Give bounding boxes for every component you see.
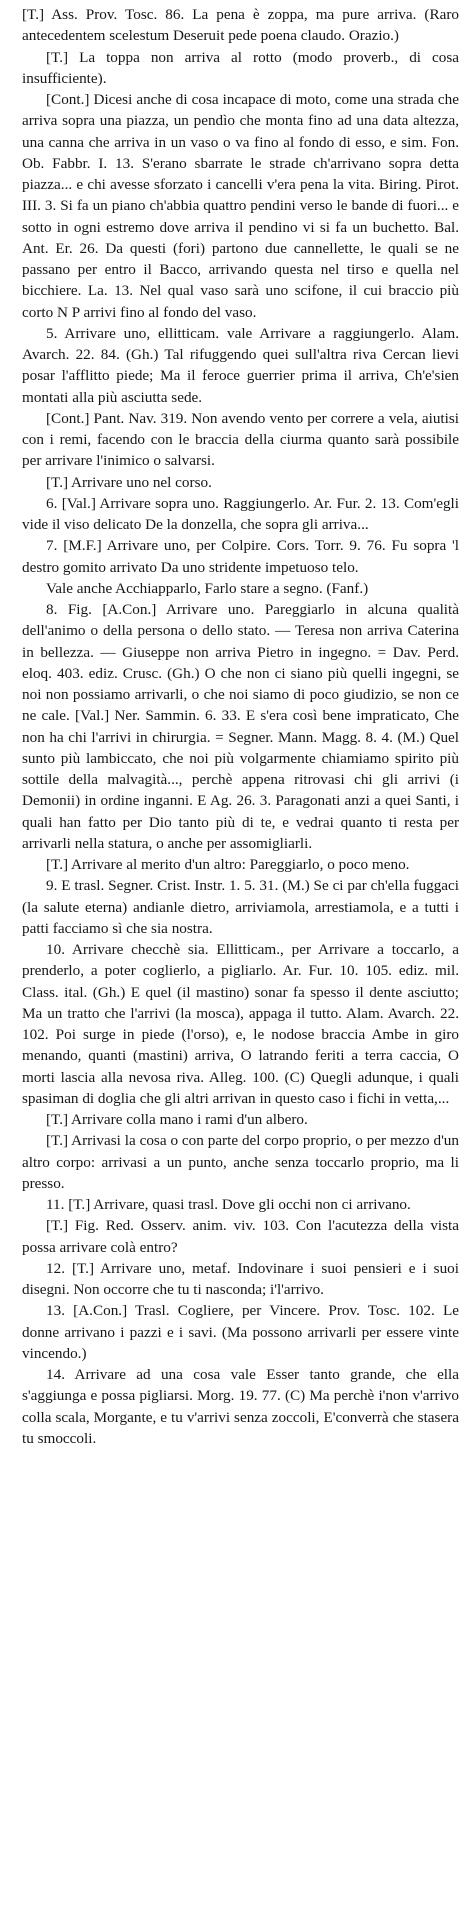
entry-paragraph: [T.] Fig. Red. Osserv. anim. viv. 103. Con l'acutezza della vista possa arrivare colà entro?	[22, 1217, 459, 1256]
entry-paragraph: 14. Arrivare ad una cosa vale Esser tanto grande, che ella s'aggiunga e possa pigliarsi. Morg. 19. 77. (C) Ma perchè i'non v'arrivo colla scala, Morgante, e tu v'arrivi senza zoccoli, E'converrà che stasera tu smoccoli.	[22, 1366, 459, 1447]
entry-paragraph: [T.] Arrivare uno nel corso.	[46, 473, 212, 491]
entry-paragraph: [T.] Arrivare colla mano i rami d'un albero.	[46, 1111, 308, 1128]
entry-paragraph: 5. Arrivare uno, ellitticam. vale Arrivare a raggiungerlo. Alam. Avarch. 22. 84. (Gh.) Tal rifuggendo quei sull'altra riva Cercan lievi posar l'afflitto piede; Ma il feroce guerrier prima il arriva, Ch'e'sien montati alla più asciutta sede.	[22, 324, 459, 406]
entry-paragraph: [T.] Arrivasi la cosa o con parte del corpo proprio, o per mezzo d'un altro corpo: arrivasi a un punto, anche senza toccarlo proprio, ma li presso.	[22, 1132, 459, 1192]
entry-paragraph: [T.] Arrivare al merito d'un altro: Pareggiarlo, o poco meno.	[46, 856, 410, 873]
entry-paragraph: 10. Arrivare checchè sia. Ellitticam., per Arrivare a toccarlo, a prenderlo, a poter coglierlo, a pigliarlo. Ar. Fur. 10. 105. ediz. mil. Class. ital. (Gh.) E quel (il mastino) sonar fa spesso il dente asciutto; Ma un tratto che l'arrivi (la mosca), appaga il tutto. Alam. Avarch. 22. 102. Poi surge in piede (l'orso), e, le nodose braccia Ambe in giro menando, quanti (mastini) arriva, O latrando feriti a terra caccia, O morti lascia alla nevosa riva. Alleg. 100. (C) Quegli adunque, i quali spasiman di doglia che gli altri arrivan in questo caso i fichi in vetta,...	[22, 941, 459, 1107]
entry-paragraph: [T.] La toppa non arriva al rotto (modo proverb., di cosa insufficiente).	[22, 48, 459, 87]
entry-paragraph: 13. [A.Con.] Trasl. Cogliere, per Vincere. Prov. Tosc. 102. Le donne arrivano i pazzi e i savi. (Ma possono arrivarli per essere vinte vincendo.)	[22, 1302, 459, 1362]
entry-paragraph: 12. [T.] Arrivare uno, metaf. Indovinare i suoi pensieri e i suoi disegni. Non occorre che tu ti nasconda; i'l'arrivo.	[22, 1259, 459, 1298]
entry-paragraph: Vale anche Acchiapparlo, Farlo stare a segno. (Fanf.)	[46, 579, 369, 597]
entry-paragraph: 9. E trasl. Segner. Crist. Instr. 1. 5. 31. (M.) Se ci par ch'ella fuggaci (la salute eterna) andianle dietro, arriviamola, arrestiamola, e a tutti i patti facciamo sì che sia nostra.	[22, 877, 459, 937]
entry-paragraph: [Cont.] Dicesi anche di cosa incapace di moto, come una strada che arriva sopra una piazza, un pendìo che monta fino ad una data altezza, una canna che arriva in un vaso o va fino al fondo di esso, e sim. Fon. Ob. Fabbr. I. 13. S'erano sbarrate le strade ch'arrivano sopra detta piazza... e chi avesse sforzato i cancelli v'era pena la vita. Biring. Pirot. III. 3. Si fa un piano ch'abbia quattro pendini verso le bande di fuori... e sotto in ogni estremo dove arriva il pendino vi si fa un buchetto. Bal. Ant. Er. 26. Da questi (fori) partono due cannellette, le quali se ne passano per entro il Bacco, arrivando questa nel tirso e quella nel bicchiere. La. 13. Nel qual vaso sarà uno scifone, il cui braccio più corto N P arrivi fino al fondo del vaso.	[22, 91, 459, 321]
entry-paragraph: [T.] Ass. Prov. Tosc. 86. La pena è zoppa, ma pure arriva. (Raro antecedentem scelestum Deseruit pede poena claudo. Orazio.)	[22, 6, 459, 45]
entry-paragraph: 7. [M.F.] Arrivare uno, per Colpire. Cors. Torr. 9. 76. Fu sopra 'l destro gomito arrivato Da uno stridente impetuoso telo.	[22, 537, 459, 576]
entry-paragraph: 11. [T.] Arrivare, quasi trasl. Dove gli occhi non ci arrivano.	[46, 1196, 411, 1213]
entry-paragraph: 6. [Val.] Arrivare sopra uno. Raggiungerlo. Ar. Fur. 2. 13. Com'egli vide il viso delicato De la donzella, che sopra gli arriva...	[22, 494, 459, 533]
entry-paragraph: 8. Fig. [A.Con.] Arrivare uno. Pareggiarlo in alcuna qualità dell'animo o della persona o dello stato. — Teresa non arriva Caterina in bellezza. — Giuseppe non arriva Pietro in ingegno. = Dav. Perd. eloq. 403. ediz. Crusc. (Gh.) O che non ci siano più quelli ingegni, se noi non possiamo arrivarli, o che noi siamo di poco giudizio, se non ce ne cale. [Val.] Ner. Sammin. 6. 33. E s'era così bene impraticato, Che non ha chi l'arrivi in chirurgia. = Segner. Mann. Magg. 8. 4. (M.) Quel sunto più lambiccato, che noi più volgarmente chiamiamo spirito più sottile della malvagità..., perchè appena ritrovasi chi gli arrivi (i Demonii) in ordine inganni. E Ag. 26. 3. Paragonati anzi a quei Santi, i quali han fatto per Dio tanto più di te, e vedrai quanto ti resta per arrivarli nella statura, o anche per assomigliarli.	[22, 601, 459, 852]
entry-paragraph: [Cont.] Pant. Nav. 319. Non avendo vento per correre a vela, aiutisi con i remi, facendo con le braccia della ciurma quanto sarà possibile per arrivare l'inimico o salvarsi.	[22, 409, 459, 470]
